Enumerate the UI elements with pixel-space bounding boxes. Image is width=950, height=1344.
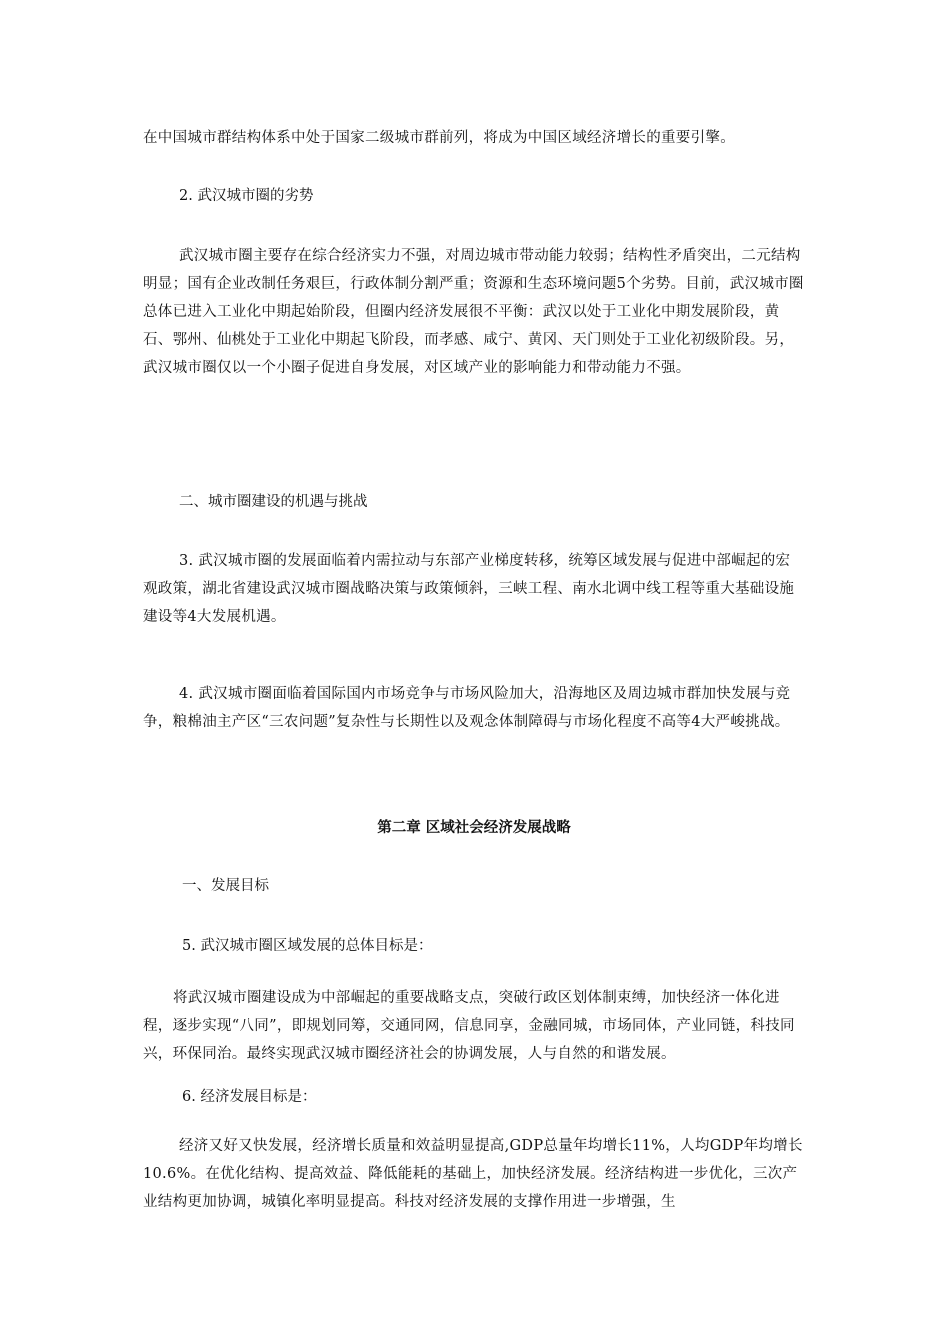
section2-heading: 二、城市圈建设的机遇与挑战 [179, 494, 368, 510]
overall-goal-paragraph: 将武汉城市圈建设成为中部崛起的重要战略支点，突破行政区划体制束缚，加快经济一体化进程，逐步实现“八同”，即规划同筹，交通同网，信息同享，金融同城，市场同体，产业同链，科技同兴，环保同治。最终实现武汉城市圈经济社会的协调发展，人与自然的和谐发展。 [143, 990, 795, 1062]
goals-heading: 一、发展目标 [182, 878, 269, 894]
intro-paragraph: 在中国城市群结构体系中处于国家二级城市群前列，将成为中国区域经济增长的重要引擎。 [143, 130, 735, 146]
opportunity-paragraph: 3. 武汉城市圈的发展面临着内需拉动与东部产业梯度转移，统筹区域发展与促进中部崛起的宏观政策，湖北省建设武汉城市圈战略决策与政策倾斜，三峡工程、南水北调中线工程等重大基础设施建设等4大发展机遇。 [143, 553, 795, 625]
economic-goal-paragraph: 经济又好又快发展，经济增长质量和效益明显提高,GDP总量年均增长11%，人均GDP年均增长10.6%。在优化结构、提高效益、降低能耗的基础上，加快经济发展。经济结构进一步优化，三次产业结构更加协调，城镇化率明显提高。科技对经济发展的支撑作用进一步增强，生 [143, 1138, 803, 1210]
overall-goal-heading: 5. 武汉城市圈区域发展的总体目标是： [182, 938, 433, 954]
weakness-heading: 2. 武汉城市圈的劣势 [179, 188, 314, 204]
economic-goal-heading: 6. 经济发展目标是： [182, 1089, 317, 1105]
chapter-title: 第二章 区域社会经济发展战略 [377, 820, 571, 836]
challenge-paragraph: 4. 武汉城市圈面临着国际国内市场竞争与市场风险加大，沿海地区及周边城市群加快发展与竞争，粮棉油主产区“三农问题”复杂性与长期性以及观念体制障碍与市场化程度不高等4大严峻挑战。 [143, 686, 791, 730]
weakness-paragraph: 武汉城市圈主要存在综合经济实力不强，对周边城市带动能力较弱；结构性矛盾突出，二元结构明显；国有企业改制任务艰巨，行政体制分割严重；资源和生态环境问题5个劣势。目前，武汉城市圈总体已进入工业化中期起始阶段，但圈内经济发展很不平衡：武汉以处于工业化中期发展阶段，黄石、鄂州、仙桃处于工业化中期起飞阶段，而孝感、咸宁、黄冈、天门则处于工业化初级阶段。另，武汉城市圈仅以一个小圈子促进自身发展，对区域产业的影响能力和带动能力不强。 [143, 248, 804, 376]
